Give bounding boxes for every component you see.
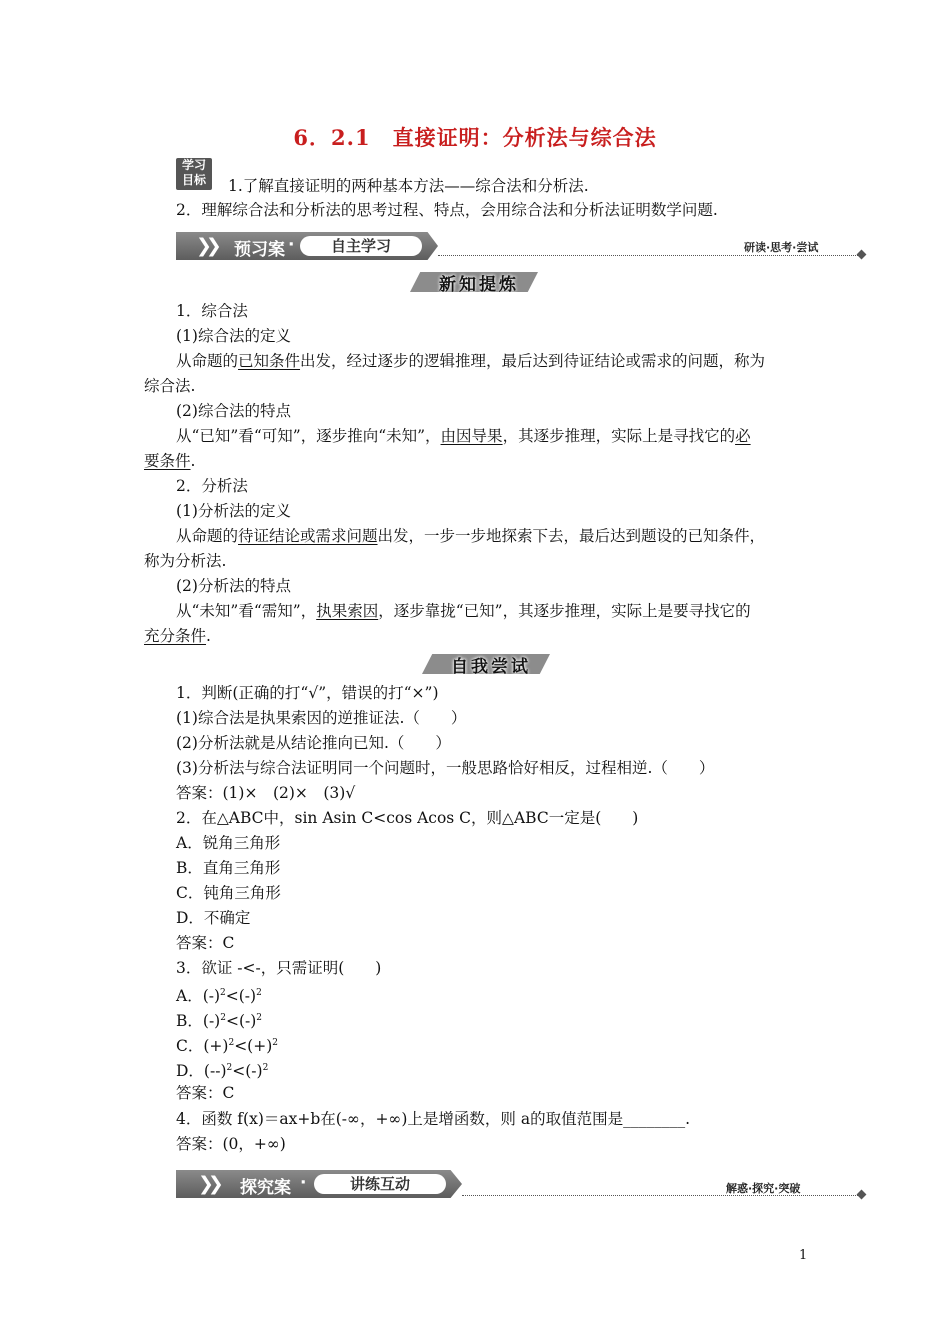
banner-right-tag: 研读·思考·尝试: [744, 241, 819, 254]
q2-option-d: D．不确定: [176, 909, 251, 927]
page-number: 1: [799, 1248, 808, 1263]
q1-item-1: (1)综合法是执果索因的逆推证法.（ ）: [176, 709, 467, 727]
q1-item-2: (2)分析法就是从结论推向已知.（ ）: [176, 734, 451, 752]
page-title: 6．2.1 直接证明：分析法与综合法: [293, 125, 657, 150]
diamond-icon: [857, 250, 867, 260]
q1-item-3: (3)分析法与综合法证明同一个问题时，一般思路恰好相反，过程相逆.（ ）: [176, 759, 715, 777]
diamond-icon: [857, 1190, 867, 1200]
q3-option-b: B．$(-)^2<(-)^2$: [176, 1012, 263, 1030]
sec2-heading: 2．分析法: [176, 477, 248, 495]
sec2-p1-heading: (1)分析法的定义: [176, 502, 291, 520]
explore-banner: [176, 1170, 462, 1198]
q2-option-b: B．直角三角形: [176, 859, 281, 877]
banner-pill: 讲练互动: [314, 1174, 446, 1194]
divider: [438, 255, 858, 256]
sec2-p2-heading: (2)分析法的特点: [176, 577, 291, 595]
sec1-heading: 1．综合法: [176, 302, 248, 320]
sec1-p1-heading: (1)综合法的定义: [176, 327, 291, 345]
badge-line-1: 学习: [181, 158, 206, 172]
badge-line-2: 目标: [181, 173, 206, 187]
sec1-p1-line1: 从命题的已知条件出发，经过逐步的逻辑推理，最后达到待证结论或需求的问题，称为: [176, 352, 766, 370]
preview-banner: [176, 232, 438, 260]
sec2-p2-line2: 充分条件.: [144, 627, 211, 645]
subhead-self-test: 自我尝试: [422, 652, 562, 676]
learning-goal-badge: [176, 158, 212, 190]
goal-1: 1.了解直接证明的两种基本方法——综合法和分析法.: [228, 177, 589, 195]
chevrons-icon: ❯❯: [198, 1173, 218, 1195]
chevrons-icon: ❯❯: [196, 235, 216, 257]
sec2-p1-line2: 称为分析法.: [144, 552, 227, 570]
subhead-new-knowledge: 新知提炼: [410, 270, 550, 294]
banner-dot: ·: [288, 235, 295, 255]
q2-option-c: C．钝角三角形: [176, 884, 281, 902]
sec2-p2-line1: 从“未知”看“需知”，执果索因，逐步靠拢“已知”，其逐步推理，实际上是要寻找它的: [176, 602, 751, 620]
q4-answer: 答案：(0，+∞): [176, 1135, 286, 1153]
q2-option-a: A．锐角三角形: [176, 834, 281, 852]
banner-title: 探究案: [240, 1178, 291, 1198]
q3-option-d: D．$(--)^2<(-)^2$: [176, 1062, 269, 1080]
banner-right-tag: 解惑·探究·突破: [726, 1182, 801, 1195]
q1-answer: 答案：(1)× (2)× (3)√: [176, 784, 356, 802]
q1-stem: 1．判断(正确的打“√”，错误的打“×”): [176, 684, 439, 702]
q2-stem: 2．在△ABC中，sin Asin C<cos Acos C，则△ABC一定是( ): [176, 809, 639, 827]
sec1-p2-line1: 从“已知”看“可知”，逐步推向“未知”，由因导果，其逐步推理，实际上是寻找它的必: [176, 427, 751, 445]
goal-2: 2．理解综合法和分析法的思考过程、特点，会用综合法和分析法证明数学问题.: [176, 201, 718, 219]
q3-stem: 3．欲证 -<-，只需证明( ): [176, 959, 382, 977]
q3-option-a: A．$(-)^2<(-)^2$: [176, 987, 262, 1005]
q3-option-c: C．$(+)^2<(+)^2$: [176, 1037, 278, 1055]
q3-answer: 答案：C: [176, 1084, 235, 1102]
sec1-p1-line2: 综合法.: [144, 377, 196, 395]
banner-title: 预习案: [234, 240, 285, 260]
q2-answer: 答案：C: [176, 934, 235, 952]
banner-dot: ·: [300, 1173, 307, 1193]
q4-stem: 4．函数 f(x)＝ax+b在(-∞，+∞)上是增函数，则 a的取值范围是________.: [176, 1110, 690, 1128]
sec1-p2-heading: (2)综合法的特点: [176, 402, 291, 420]
sec2-p1-line1: 从命题的待证结论或需求问题出发，一步一步地探索下去，最后达到题设的已知条件，: [176, 527, 766, 545]
sec1-p2-line2: 要条件.: [144, 452, 196, 470]
banner-pill: 自主学习: [300, 236, 422, 256]
